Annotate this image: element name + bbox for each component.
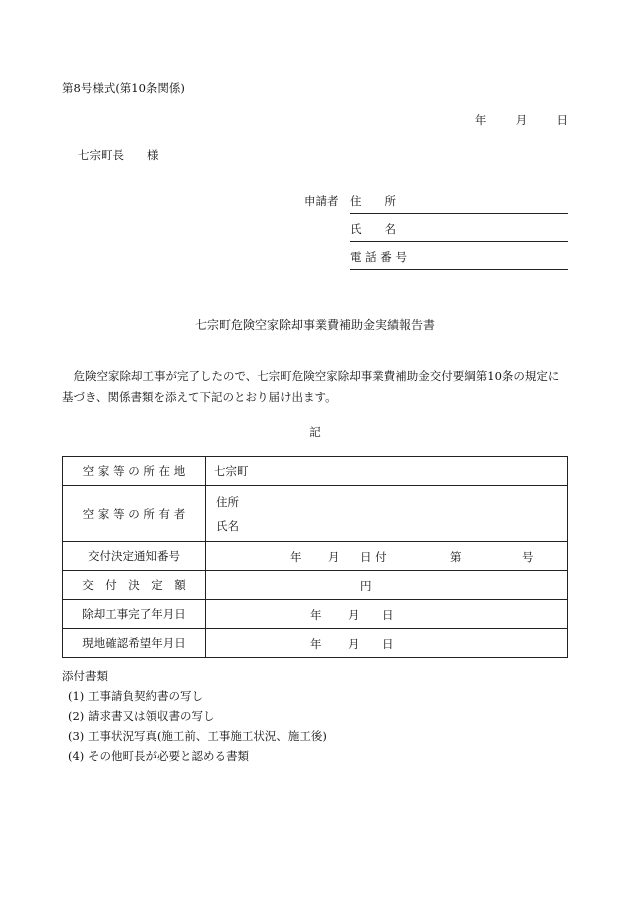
inspection-year: 年 xyxy=(310,637,322,651)
notice-year: 年 xyxy=(290,550,302,564)
ki-heading: 記 xyxy=(309,425,321,439)
inspection-label: 現地確認希望年月日 xyxy=(63,629,206,658)
applicant-label: 申請者 xyxy=(304,194,339,208)
notice-dai: 第 xyxy=(450,550,462,564)
attachment-item: (3) 工事状況写真(施工前、工事施工状況、施工後) xyxy=(68,729,327,743)
applicant-address-label: 住 所 xyxy=(350,194,396,208)
date-day: 日 xyxy=(556,113,568,127)
inspection-day: 日 xyxy=(382,637,394,651)
form-number: 第8号様式(第10条関係) xyxy=(62,81,185,95)
owner-address: 住所 xyxy=(216,494,239,509)
body-text: 危険空家除却工事が完了したので、七宗町危険空家除却事業費補助金交付要綱第10条の規定に基づき、関係書類を添えて下記のとおり届け出ます。 xyxy=(62,369,560,404)
notice-day: 日 付 xyxy=(360,550,387,564)
owner-label: 空 家 等 の 所 有 者 xyxy=(63,486,206,542)
completion-label: 除却工事完了年月日 xyxy=(63,600,206,629)
applicant-name-row xyxy=(350,221,568,242)
date-year: 年 xyxy=(474,113,487,127)
row-completion xyxy=(63,600,568,629)
applicant-address-row xyxy=(350,193,568,214)
applicant-name-label: 氏 名 xyxy=(350,222,396,236)
attachments-list xyxy=(68,686,327,766)
report-table xyxy=(62,456,568,658)
row-inspection xyxy=(63,629,568,658)
amount-unit: 円 xyxy=(360,579,372,593)
completion-value xyxy=(206,600,568,629)
row-notice xyxy=(63,542,568,571)
completion-day: 日 xyxy=(382,608,394,622)
notice-month: 月 xyxy=(328,550,340,564)
amount-label: 交 付 決 定 額 xyxy=(63,571,206,600)
owner-value xyxy=(206,486,568,542)
owner-name: 氏名 xyxy=(216,518,239,533)
date-line xyxy=(475,112,568,128)
attachment-item: (2) 請求書又は領収書の写し xyxy=(68,709,215,723)
row-location xyxy=(63,457,568,486)
attachments-title: 添付書類 xyxy=(62,669,108,683)
location-label: 空 家 等 の 所 在 地 xyxy=(63,457,206,486)
completion-year: 年 xyxy=(310,608,322,622)
addressee: 七宗町長 様 xyxy=(78,148,159,162)
amount-value xyxy=(206,571,568,600)
row-owner xyxy=(63,486,568,542)
attachment-item: (1) 工事請負契約書の写し xyxy=(68,689,203,703)
row-amount xyxy=(63,571,568,600)
notice-go: 号 xyxy=(522,550,534,564)
notice-value xyxy=(206,542,568,571)
location-value: 七宗町 xyxy=(206,457,568,486)
notice-label: 交付決定通知番号 xyxy=(63,542,206,571)
inspection-month: 月 xyxy=(348,637,360,651)
applicant-phone-label: 電 話 番 号 xyxy=(350,250,407,264)
inspection-value xyxy=(206,629,568,658)
document-title: 七宗町危険空家除却事業費補助金実績報告書 xyxy=(194,318,435,332)
date-month: 月 xyxy=(515,113,528,127)
completion-month: 月 xyxy=(348,608,360,622)
applicant-phone-row xyxy=(350,249,568,270)
attachment-item: (4) その他町長が必要と認める書類 xyxy=(68,749,249,763)
